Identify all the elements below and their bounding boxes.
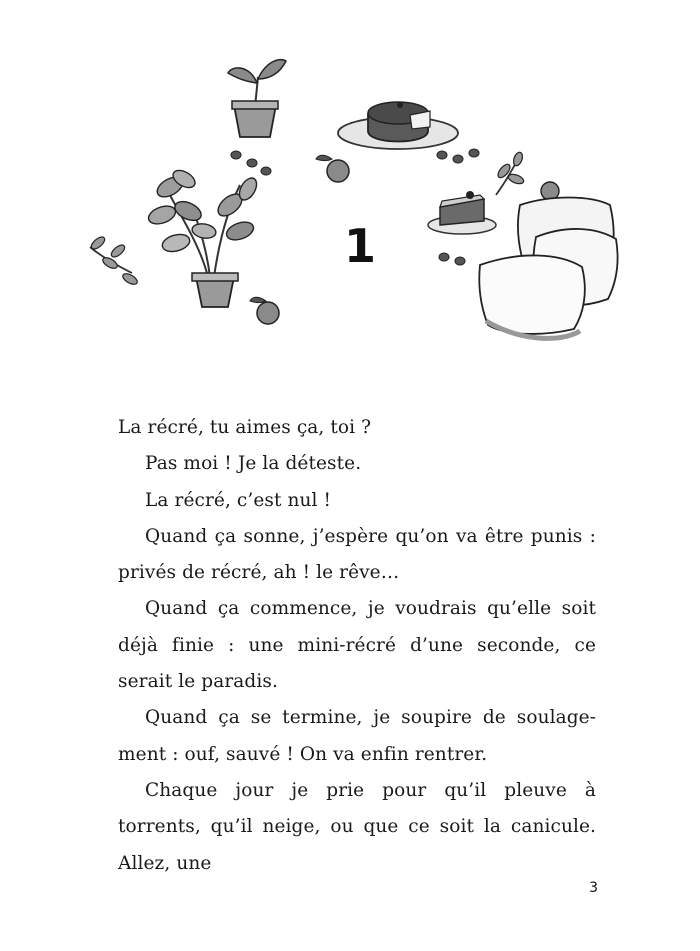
leafy-branch-icon <box>89 235 139 287</box>
paragraph: Pas moi ! Je la déteste. <box>145 453 362 475</box>
chapter-number: 1 <box>343 219 376 273</box>
tangerine-icon <box>316 155 349 182</box>
paragraph: Quand ça sonne, j’espère qu’on va être punis : privés de récré, ah ! le rêve… <box>118 525 596 584</box>
potted-sprout-icon <box>228 60 286 137</box>
paragraph: La récré, tu aimes ça, toi ? <box>118 417 372 438</box>
page-number: 3 <box>589 880 598 896</box>
paragraph: La récré, c’est nul ! <box>145 489 332 511</box>
large-potted-plant-icon <box>146 167 279 324</box>
page-text <box>118 410 596 882</box>
paragraph: Chaque jour je prie pour qu’il pleuve à torrents, qu’il neige, ou que ce soit la canicule. Allez, une <box>118 779 596 874</box>
cake-slice-icon <box>428 191 496 234</box>
paragraph: Quand ça se termine, je soupire de soulagement : ouf, sauvé ! On va enfin rentrer. <box>118 707 596 765</box>
cake-on-plate-icon <box>338 102 458 149</box>
paragraph: Quand ça commence, je voudrais qu’elle soit déjà finie : une mini-récré d’une seconde, ce serait le paradis. <box>118 598 596 693</box>
pillows-icon <box>479 198 617 339</box>
chapter-illustration <box>80 55 620 345</box>
